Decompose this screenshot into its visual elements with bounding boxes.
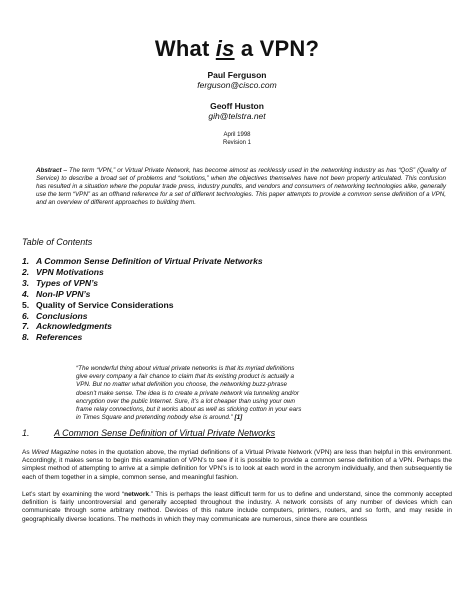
- author-block: [0, 101, 474, 121]
- toc-item: 8. References: [22, 332, 83, 343]
- paper-date: April 1998: [223, 132, 251, 138]
- title-emphasis: is: [215, 36, 235, 61]
- toc-item: 6. Conclusions: [22, 310, 88, 321]
- publication-name: Wired Magazine: [31, 449, 79, 456]
- toc-item: 5. Quality of Service Considerations: [22, 299, 174, 310]
- toc-item: 7. Acknowledgments: [22, 321, 112, 332]
- defined-term: network: [124, 491, 150, 498]
- toc-item: 2. VPN Motivations: [22, 266, 104, 277]
- body-paragraph: As Wired Magazine notes in the quotation above, the myriad definitions of a Virtual Private Network (VPN) are less than helpful in this environment. Accordingly, it makes sense to begin this examination of VPN’s to see if it is possible to provide a common sense definition of a VPN. Perhaps the simplest method of attempting to arrive at a simple definition for VPN’s is to look at each word in the acronym individually, and then subsequently tie each of them together in a simple, common sense, and meaningful fashion.: [22, 449, 452, 481]
- abstract: [36, 167, 446, 207]
- paper-title: What is a VPN?: [154, 36, 320, 61]
- abstract-label: Abstract: [36, 167, 62, 174]
- toc-item: 3. Types of VPN’s: [22, 277, 99, 288]
- author-email: gih@telstra.net: [208, 111, 266, 121]
- paper-revision: Revision 1: [222, 140, 251, 146]
- quote-text: “The wonderful thing about virtual private networks is that its myriad definitions give every company a fair chance to claim that its existing product is actually a VPN. But no matter what definition you choose, the networking buzz-phrase doesn’t make sense. The idea is to create a private network via tunneling and/or encryption over the public Internet. Sure, it’s a lot cheaper than using your own frame relay connections, but it works about as well as sticking cotton in your ears in Times Square and pretending nobody else is around.”: [76, 365, 302, 422]
- table-of-contents: [22, 256, 263, 343]
- quote-reference: [1]: [234, 414, 243, 422]
- block-quote: [76, 365, 306, 422]
- body-paragraph: Let’s start by examining the word “network.” This is perhaps the least difficult term for us to define and understand, since the commonly accepted definition is fairly uncontroversial and generally accepted throughout the industry. A network consists of any number of devices which can communicate through some arbitrary method. Devices of this nature include computers, printers, routers, and so forth, and may reside in geographically diverse locations. The methods in which they may communicate are numerous, since there are countless: [22, 491, 452, 523]
- author-name: Geoff Huston: [210, 101, 264, 111]
- author-email: ferguson@cisco.com: [197, 80, 277, 90]
- abstract-text: – The term “VPN,” or Virtual Private Network, has become almost as recklessly used in the networking industry as has “QoS” (Quality of Service) to describe a broad set of problems and “solutions,” when the objectives themselves have not been properly articulated. This confusion has resulted in a situation where the popular trade press, industry pundits, and vendors and consumers of networking technologies alike, generally use the term “VPN” as an offhand reference for a set of different technologies. This paper attempts to provide a common sense definition of a VPN, and an overview of different approaches to building them.: [36, 167, 446, 206]
- section-heading: 1. A Common Sense Definition of Virtual Private Networks: [22, 428, 276, 438]
- author-name: Paul Ferguson: [207, 70, 267, 80]
- toc-title: Table of Contents: [22, 237, 93, 247]
- author-block: [0, 70, 474, 90]
- toc-item: 4. Non-IP VPN’s: [22, 288, 91, 299]
- toc-item: 1. A Common Sense Definition of Virtual Private Networks: [22, 256, 263, 266]
